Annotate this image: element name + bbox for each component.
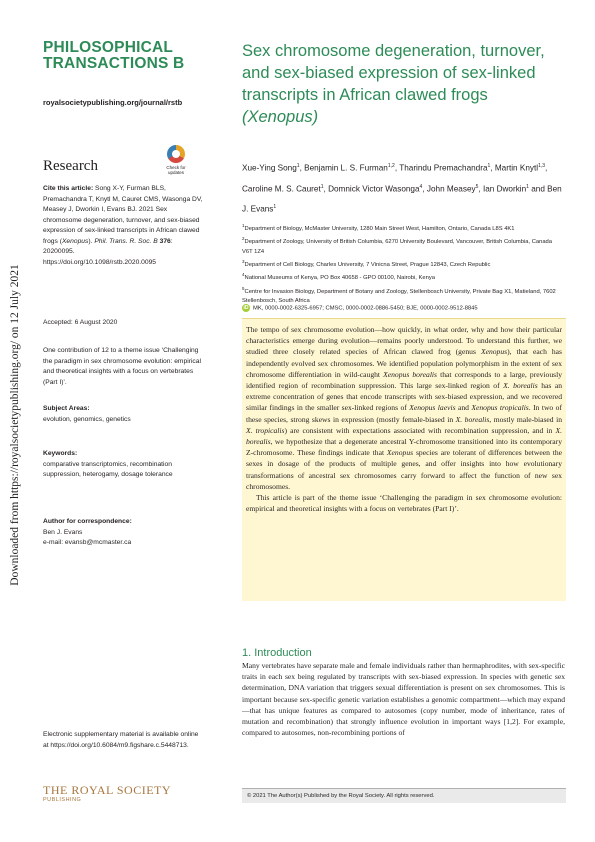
cite-volume: 376: [159, 237, 171, 245]
cite-label: Cite this article:: [43, 185, 94, 192]
affiliations: [242, 221, 562, 306]
affiliation-item: $^5$Centre for Invasion Biology, Department of Botany and Zoology, Stellenbosch University, Private Bag X1, Matieland, 7602 Stellenbosch, South Africa: [242, 285, 556, 305]
supplementary-note: Electronic supplementary material is available online at https://doi.org/10.6084/m9.figshare.c.5448713.: [43, 731, 199, 749]
affiliation-item: $^3$Department of Cell Biology, Charles University, 7 Vinicna Street, Prague 12843, Czech Republic: [242, 259, 491, 268]
theme-issue-note: One contribution of 12 to a theme issue ‘Challenging the paradigm in sex chromosome evolution: empirical and theoretical insights with a focus on vertebrates (Part I)’.: [43, 347, 201, 386]
subject-areas-text: evolution, genomics, genetics: [43, 415, 131, 423]
author-name[interactable]: Ian Dworkin: [482, 184, 527, 194]
publisher-logo[interactable]: THE ROYAL SOCIETY: [43, 783, 172, 797]
cite-text: Song X-Y, Furman BLS, Premachandra T, Knytl M, Cauret CMS, Wasonga DV, Measey J, Dworkin I, Evans BJ. 2021 Sex chromosome degeneration, turnover, and sex-biased expression of sex-linked transcripts in African clawed frogs (: [43, 185, 203, 245]
copyright-bar: [242, 788, 566, 803]
cite-genus: Xenopus: [61, 237, 89, 245]
author-affiliation-mark: 1: [296, 163, 300, 169]
author-name[interactable]: Xue-Ying Song: [242, 163, 297, 173]
author-name[interactable]: Caroline M. S. Cauret: [242, 184, 321, 194]
accepted-date: Accepted: 6 August 2020: [43, 319, 118, 326]
author-name[interactable]: Ben J. Evans: [242, 184, 562, 215]
cite-post: ).: [88, 237, 93, 245]
author-name[interactable]: John Measey: [426, 184, 476, 194]
orcid-icon: iD: [243, 305, 249, 311]
author-name[interactable]: Tharindu Premachandra: [399, 163, 488, 173]
author-affiliation-mark: 1: [320, 183, 324, 190]
cite-journal: Phil. Trans. R. Soc. B: [94, 237, 158, 245]
copyright-text: © 2021 The Author(s) Published by the Royal Society. All rights reserved.: [247, 793, 435, 799]
abstract-paragraph-2: This article is part of the theme issue ‘Challenging the paradigm in sex chromosome evolution: empirical and theoretical insights with a focus on vertebrates (Part I)’.: [246, 493, 562, 514]
check-updates-line1: Check for: [166, 165, 186, 170]
section-label: Research: [43, 158, 98, 174]
author-affiliation-mark: 1,3: [538, 163, 546, 169]
author-affiliation-mark: 5: [475, 183, 479, 190]
article-title-text: Sex chromosome degeneration, turnover, and sex-biased expression of sex-linked transcripts in African clawed frogs: [242, 42, 545, 104]
correspondence: [43, 517, 203, 549]
check-updates-icon: [167, 145, 185, 163]
orcid-text: MK, 0000-0002-6325-6957; CMSC, 0000-0002-0886-5450; BJE, 0000-0002-9512-8845: [253, 305, 478, 312]
orcid-line[interactable]: [242, 304, 572, 312]
author-affiliation-mark: 1: [273, 204, 277, 211]
correspondence-name: Ben J. Evans: [43, 528, 83, 536]
citation-block: [43, 184, 203, 268]
download-notice: Downloaded from https://royalsocietypublishing.org/ on 12 July 2021: [9, 264, 21, 586]
keywords-label: Keywords:: [43, 450, 78, 457]
abstract-paragraph-1: The tempo of sex chromosome evolution—how quickly, in what order, why and how their particular characteristics emerge during evolution—remains poorly understood. To understand this further, we studied three closely related species of African clawed frog (genus Xenopus), that each has independently evolved sex chromosomes. We identified population polymorphism in the extent of sex chromosome differentiation in wild-caught Xenopus borealis that corresponds to a large, previously identified region of recombination suppression. This large sex-linked region of X. borealis has an extreme concentration of genes that encode transcripts with sex-biased expression, and we recovered similar findings in the smaller sex-linked regions of Xenopus laevis and Xenopus tropicalis. In two of these species, strong skews in expression (mostly female-biased in X. borealis, mostly male-biased in X. tropicalis) are consistent with expectations associated with recombination suppression, and in X. borealis, we hypothesize that a degenerate ancestral Y-chromosome transitioned into its contemporary Z-chromosome. These findings indicate that Xenopus species are tolerant of differences between the sexes in dosage of the products of multiple genes, and offer insights into how evolutionary transformations of ancestral sex chromosomes carry forward to affect the function of new sex chromosomes.: [246, 325, 563, 491]
abstract-box: [242, 318, 566, 601]
author-name[interactable]: Benjamin L. S. Furman: [304, 163, 388, 173]
subject-areas: [43, 404, 203, 425]
subject-areas-label: Subject Areas:: [43, 405, 90, 412]
author-list: Xue-Ying Song$^1$, Benjamin L. S. Furman$^{1,2}$, Tharindu Premachandra$^1$, Martin Knytl$^{1,3}$, Caroline M. S. Cauret$^1$, Domnick Victor Wasonga$^4$, John Measey$^5$, Ian Dworkin$^1$ and Ben J. Evans$^1$: [242, 163, 562, 215]
publisher-logo-sub: PUBLISHING: [43, 797, 82, 803]
journal-brand-line2: TRANSACTIONS B: [43, 55, 185, 72]
journal-brand-line1: PHILOSOPHICAL: [43, 39, 174, 56]
author-affiliation-mark: 1,2: [387, 163, 395, 169]
journal-brand[interactable]: [43, 40, 203, 72]
check-updates-line2: updates: [167, 170, 184, 175]
intro-text: Many vertebrates have separate male and female individuals rather than hermaphrodites, with sex-specific traits in each sex being regulated by transcripts with sex-biased expression. In species with genetic sex determination, DNA variation that triggers sexual differentiation is present on sex chromosomes. This is important because sex-specific genetic variation establishes a genomic compartment—which may expand—that has unique features as compared to autosomes (copy number, mode of inheritance, rates of mutation and recombination) that strongly influence evolution in important ways [1,2]. For example, compared to autosomes, non-recombining portions of: [242, 661, 565, 738]
correspondence-email[interactable]: e-mail: evansb@mcmaster.ca: [43, 539, 132, 546]
correspondence-label: Author for correspondence:: [43, 518, 132, 525]
keywords-text: comparative transcriptomics, recombination suppression, heterogamy, dosage tolerance: [43, 460, 173, 478]
author-affiliation-mark: 1: [487, 163, 491, 169]
author-affiliation-mark: 1: [526, 183, 529, 190]
cite-doi[interactable]: https://doi.org/10.1098/rstb.2020.0095: [43, 258, 157, 266]
affiliation-item: $^4$National Museums of Kenya, PO Box 40658 - GPO 00100, Nairobi, Kenya: [242, 272, 435, 282]
affiliation-item: $^1$Department of Biology, McMaster University, 1280 Main Street West, Hamilton, Ontario, Canada L8S 4K1: [242, 223, 515, 232]
affiliation-item: $^2$Department of Zoology, University of British Columbia, 6270 University Boulevard, Vancouver, British Columbia, Canada V6T 1Z4: [242, 236, 552, 255]
author-affiliation-mark: 4: [419, 183, 423, 190]
check-for-updates-button[interactable]: [160, 145, 192, 175]
intro-heading: 1. Introduction: [242, 647, 312, 659]
journal-url[interactable]: royalsocietypublishing.org/journal/rstb: [43, 98, 183, 107]
keywords: [43, 449, 203, 481]
article-title-genus: (Xenopus): [242, 108, 319, 126]
author-name[interactable]: Domnick Victor Wasonga: [328, 184, 420, 194]
author-name[interactable]: Martin Knytl: [494, 163, 539, 173]
cite-article: : 20200095.: [43, 237, 173, 255]
article-title: [242, 40, 562, 128]
